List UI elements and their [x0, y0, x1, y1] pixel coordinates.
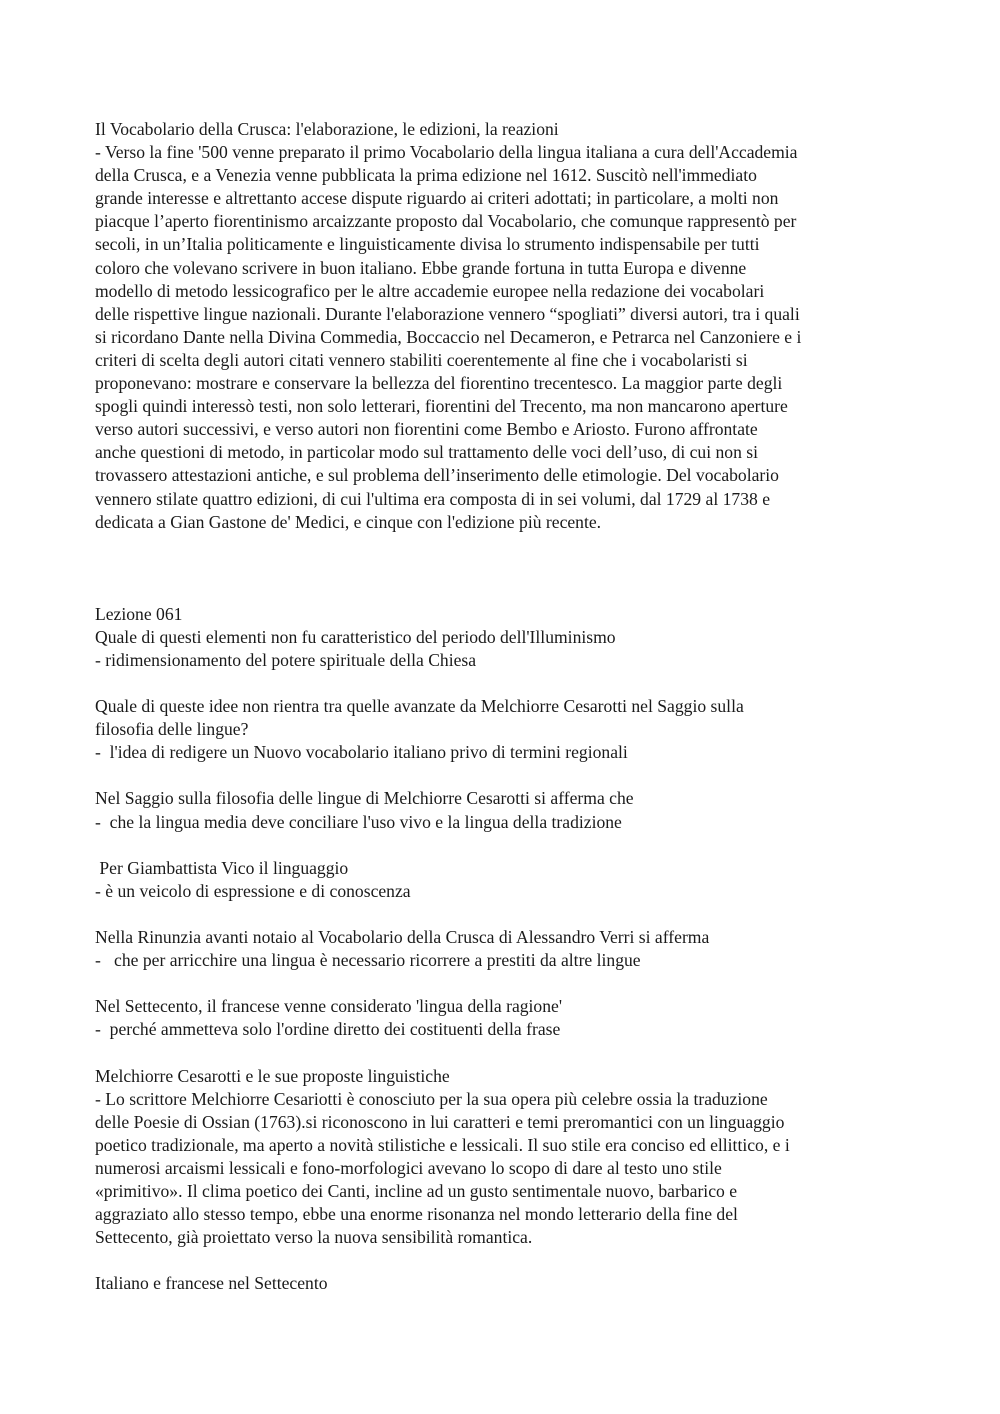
- body-line: spogli quindi interessò testi, non solo letterari, fiorentini del Trecento, ma non mancarono aperture: [95, 396, 788, 417]
- question-text: Quale di questi elementi non fu caratteristico del periodo dell'Illuminismo: [95, 626, 616, 647]
- body-line: - Verso la fine '500 venne preparato il primo Vocabolario della lingua italiana a cura dell'Accademia: [95, 142, 798, 163]
- blank-line: [95, 1249, 925, 1272]
- body-line: si ricordano Dante nella Divina Commedia, Boccaccio nel Decameron, e Petrarca nel Canzoniere e i: [95, 326, 802, 347]
- qa-item: [95, 626, 925, 672]
- body-line: anche questioni di metodo, in particolar modo sul trattamento delle voci dell’uso, di cui non si: [95, 442, 759, 463]
- answer-text: - ridimensionamento del potere spirituale della Chiesa: [95, 649, 477, 670]
- question-text: Nel Settecento, il francese venne considerato 'lingua della ragione': [95, 996, 563, 1017]
- section-italiano-francese: [95, 1272, 925, 1295]
- question-text: filosofia delle lingue?: [95, 719, 249, 740]
- answer-text: - l'idea di redigere un Nuovo vocabolario italiano privo di termini regionali: [95, 742, 628, 763]
- body-line: Settecento, già proiettato verso la nuova sensibilità romantica.: [95, 1227, 533, 1248]
- paragraph-body: [95, 1088, 925, 1250]
- blank-line: [95, 672, 925, 695]
- document-page: [95, 118, 925, 1296]
- body-line: poetico tradizionale, ma aperto a novità stilistiche e lessicali. Il suo stile era conciso ed ellittico, e i: [95, 1134, 790, 1155]
- blank-line: [95, 903, 925, 926]
- body-line: delle Poesie di Ossian (1763).si riconoscono in lui caratteri e temi preromantici con un linguaggio: [95, 1111, 785, 1132]
- section-lesson: [95, 603, 925, 1065]
- body-line: modello di metodo lessicografico per le altre accademie europee nella redazione dei vocabolari: [95, 280, 765, 301]
- answer-text: - che la lingua media deve conciliare l'uso vivo e la lingua della tradizione: [95, 811, 622, 832]
- body-line: «primitivo». Il clima poetico dei Canti, incline ad un gusto sentimentale nuovo, barbarico e: [95, 1181, 738, 1202]
- body-line: - Lo scrittore Melchiorre Cesariotti è conosciuto per la sua opera più celebre ossia la traduzione: [95, 1088, 768, 1109]
- body-line: grande interesse e altrettanto accese dispute riguardo ai criteri adottati; in particolare, a molti non: [95, 188, 779, 209]
- body-line: verso autori successivi, e verso autori non fiorentini come Bembo e Ariosto. Furono affrontate: [95, 419, 758, 440]
- body-line: criteri di scelta degli autori citati vennero stabiliti coerentemente al fine che i vocabolaristi si: [95, 349, 748, 370]
- answer-text: - che per arricchire una lingua è necessario ricorrere a prestiti da altre lingue: [95, 950, 641, 971]
- qa-item: [95, 695, 925, 764]
- paragraph-body: [95, 141, 925, 534]
- blank-line: [95, 972, 925, 995]
- blank-line: [95, 764, 925, 787]
- section-crusca: [95, 118, 925, 534]
- question-text: Nella Rinunzia avanti notaio al Vocabolario della Crusca di Alessandro Verri si afferma: [95, 927, 710, 947]
- body-line: della Crusca, e a Venezia venne pubblicata la prima edizione nel 1612. Suscitò nell'immediato: [95, 165, 757, 186]
- body-line: proponevano: mostrare e conservare la bellezza del fiorentino trecentesco. La maggior parte degli: [95, 373, 783, 394]
- section-title: Il Vocabolario della Crusca: l'elaborazione, le edizioni, la reazioni: [95, 119, 559, 139]
- question-text: Nel Saggio sulla filosofia delle lingue di Melchiorre Cesarotti si afferma che: [95, 788, 634, 809]
- qa-item: [95, 926, 925, 972]
- answer-text: - perché ammetteva solo l'ordine diretto dei costituenti della frase: [95, 1019, 561, 1040]
- body-line: numerosi arcaismi lessicali e fono-morfologici avevano lo scopo di dare al testo uno stile: [95, 1157, 722, 1178]
- section-title: Melchiorre Cesarotti e le sue proposte linguistiche: [95, 1065, 450, 1086]
- body-line: aggraziato allo stesso tempo, ebbe una enorme risonanza nel mondo letterario della fine del: [95, 1204, 738, 1225]
- section-title: Italiano e francese nel Settecento: [95, 1273, 328, 1294]
- body-line: delle rispettive lingue nazionali. Durante l'elaborazione vennero “spogliati” diversi autori, tra i quali: [95, 303, 800, 324]
- section-cesarotti: [95, 1065, 925, 1250]
- answer-text: - è un veicolo di espressione e di conoscenza: [95, 880, 411, 901]
- body-line: dedicata a Gian Gastone de' Medici, e cinque con l'edizione più recente.: [95, 511, 602, 532]
- blank-line: [95, 1041, 925, 1064]
- question-text: Quale di queste idee non rientra tra quelle avanzate da Melchiorre Cesarotti nel Saggio sulla: [95, 696, 744, 717]
- body-line: coloro che volevano scrivere in buon italiano. Ebbe grande fortuna in tutta Europa e divenne: [95, 257, 747, 278]
- body-line: vennero stilate quattro edizioni, di cui l'ultima era composta di in sei volumi, dal 1729 al 1738 e: [95, 488, 770, 509]
- qa-item: [95, 995, 925, 1041]
- body-line: trovassero attestazioni antiche, e sul problema dell’inserimento delle etimologie. Del vocabolario: [95, 465, 779, 486]
- qa-item: [95, 857, 925, 903]
- qa-item: [95, 787, 925, 833]
- section-spacer: [95, 534, 925, 603]
- lesson-heading: Lezione 061: [95, 603, 183, 624]
- blank-line: [95, 834, 925, 857]
- body-line: piacque l’aperto fiorentinismo arcaizzante proposto dal Vocabolario, che comunque rappresentò per: [95, 211, 797, 232]
- question-text: Per Giambattista Vico il linguaggio: [95, 857, 349, 878]
- body-line: secoli, in un’Italia politicamente e linguisticamente divisa lo strumento indispensabile per tutti: [95, 234, 760, 255]
